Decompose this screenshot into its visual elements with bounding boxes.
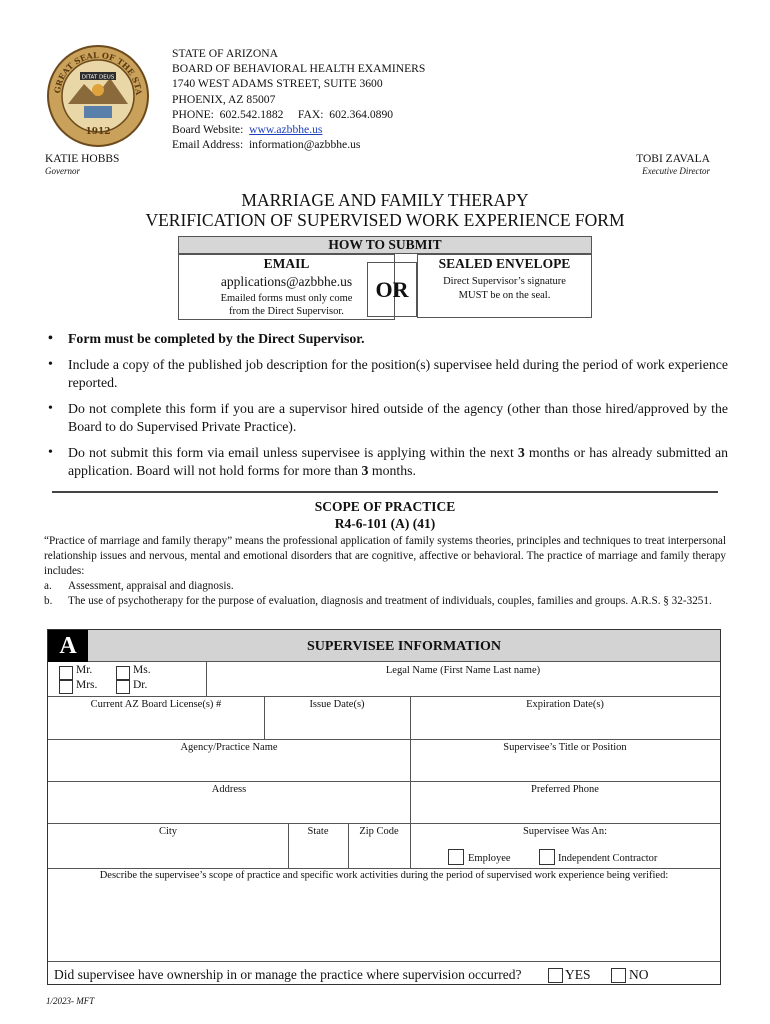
agency-address-block bbox=[172, 46, 425, 152]
ownership-yes-checkbox[interactable] bbox=[548, 968, 563, 983]
seal-motto: DITAT DEUS bbox=[81, 74, 115, 81]
section-divider bbox=[52, 491, 718, 493]
agency-line-street: 1740 WEST ADAMS STREET, SUITE 3600 bbox=[172, 77, 383, 91]
zip-code-field[interactable]: Zip Code bbox=[359, 826, 399, 837]
row-divider bbox=[48, 868, 720, 869]
license-number-field[interactable]: Current AZ Board License(s) # bbox=[90, 699, 222, 710]
email-note-2: from the Direct Supervisor. bbox=[229, 306, 344, 317]
row-divider bbox=[48, 696, 720, 697]
scope-item-b bbox=[44, 594, 726, 609]
scope-item-b-text: The use of psychotherapy for the purpose of evaluation, diagnosis and treatment of individuals, couples, families and groups. A.R.S. § 32-3251. bbox=[68, 595, 712, 607]
ownership-no-label: NO bbox=[629, 967, 649, 982]
honorific-mr-label: Mr. bbox=[76, 664, 93, 676]
issue-date-field[interactable]: Issue Date(s) bbox=[309, 699, 365, 710]
agency-line-state: STATE OF ARIZONA bbox=[172, 47, 278, 60]
section-letter: A bbox=[48, 630, 88, 662]
ownership-question: Did supervisee have ownership in or manage the practice where supervision occurred? bbox=[54, 967, 522, 982]
website-label: Board Website: bbox=[172, 123, 250, 137]
envelope-note-1: Direct Supervisor’s signature bbox=[443, 276, 566, 287]
or-label: OR bbox=[367, 262, 417, 317]
legal-name-field[interactable]: Legal Name (First Name Last name) bbox=[385, 665, 541, 676]
website-link[interactable]: www.azbbhe.us bbox=[249, 123, 323, 137]
agency-email-line: Email Address: information@azbbhe.us bbox=[172, 138, 361, 152]
agency-name-field[interactable]: Agency/Practice Name bbox=[180, 742, 278, 753]
director-name: TOBI ZAVALA bbox=[636, 153, 710, 165]
city-field[interactable]: City bbox=[158, 826, 178, 837]
email-title: EMAIL bbox=[263, 256, 310, 271]
row-divider bbox=[48, 961, 720, 962]
address-field[interactable]: Address bbox=[211, 784, 247, 795]
email-submit-box bbox=[178, 254, 395, 320]
instruction-list bbox=[48, 330, 728, 488]
seal-year: 1912 bbox=[85, 127, 111, 137]
independent-contractor-label: Independent Contractor bbox=[558, 853, 658, 864]
scope-description-field[interactable]: Describe the supervisee’s scope of practice and specific work activities during the period of supervised work experience being verified: bbox=[99, 870, 669, 881]
instruction-item-4 bbox=[48, 444, 728, 480]
state-seal-icon bbox=[46, 44, 150, 148]
instruction-item-4-part-a: Do not submit this form via email unless supervisee is applying within the next bbox=[68, 445, 518, 460]
instruction-item-1: • Form must be completed by the Direct Supervisor. bbox=[48, 330, 728, 348]
instruction-item-4-part-c: months. bbox=[368, 463, 416, 478]
envelope-submit-box bbox=[417, 254, 592, 318]
row-divider bbox=[48, 781, 720, 782]
scope-item-a bbox=[44, 579, 726, 594]
scope-intro: “Practice of marriage and family therapy” means the professional application of family systems theories, principles and techniques to treat interpersonal relationship issues and nervous, mental and emotional disorders that are cognitive, affective or behavioral. The practice of marriage and family therapy includes: bbox=[44, 535, 726, 577]
agency-line-board: BOARD OF BEHAVIORAL HEALTH EXAMINERS bbox=[172, 62, 426, 76]
instruction-item-2: • Include a copy of the published job description for the position(s) supervisee held during the period of work experience reported. bbox=[48, 356, 728, 392]
instruction-item-4-months-b: 3 bbox=[361, 463, 369, 478]
instruction-item-3: • Do not complete this form if you are a supervisor hired outside of the agency (other than those hired/approved by the Board to do Supervised Private Practice). bbox=[48, 400, 728, 436]
scope-text bbox=[44, 534, 726, 609]
instruction-item-4-months-a: 3 bbox=[517, 445, 525, 460]
governor-name: KATIE HOBBS bbox=[45, 153, 120, 165]
seal-top-text: GREAT SEAL OF THE STA bbox=[52, 49, 145, 96]
agency-website-line bbox=[172, 122, 425, 137]
state-field[interactable]: State bbox=[307, 826, 329, 837]
honorific-ms-checkbox[interactable] bbox=[116, 666, 130, 680]
agency-line-city: PHOENIX, AZ 85007 bbox=[172, 92, 276, 106]
row-divider bbox=[48, 739, 720, 740]
section-a-header bbox=[48, 630, 720, 662]
envelope-title: SEALED ENVELOPE bbox=[438, 256, 571, 271]
form-version: 1/2023- MFT bbox=[46, 996, 95, 1006]
honorific-dr-checkbox[interactable] bbox=[116, 680, 130, 694]
honorific-mrs-checkbox[interactable] bbox=[59, 680, 73, 694]
employee-checkbox[interactable] bbox=[448, 849, 464, 865]
honorific-mr-checkbox[interactable] bbox=[59, 666, 73, 680]
agency-line-phone: PHONE: 602.542.1882 FAX: 602.364.0890 bbox=[172, 107, 394, 121]
scope-title: SCOPE OF PRACTICE bbox=[314, 499, 456, 514]
envelope-note-2: MUST be on the seal. bbox=[458, 290, 551, 301]
independent-contractor-checkbox[interactable] bbox=[539, 849, 555, 865]
col-divider bbox=[410, 696, 411, 868]
preferred-phone-field[interactable]: Preferred Phone bbox=[531, 784, 599, 795]
director-title: Executive Director bbox=[642, 166, 710, 176]
honorific-dr-label: Dr. bbox=[133, 679, 148, 691]
email-note-1: Emailed forms must only come bbox=[220, 293, 353, 304]
scope-item-a-text: Assessment, appraisal and diagnosis. bbox=[68, 580, 234, 592]
form-title-line1: MARRIAGE AND FAMILY THERAPY bbox=[241, 190, 529, 210]
scope-item-a-marker: a. bbox=[44, 580, 52, 592]
supervisee-title-field[interactable]: Supervisee’s Title or Position bbox=[503, 742, 627, 753]
instruction-item-4-part-b: months or has already submitted an application. Board will not hold forms for more than bbox=[68, 445, 728, 478]
expiration-date-field[interactable]: Expiration Date(s) bbox=[526, 699, 604, 710]
scope-item-b-marker: b. bbox=[44, 595, 53, 607]
submit-email-address[interactable]: applications@azbbhe.us bbox=[220, 274, 353, 289]
honorific-ms-label: Ms. bbox=[133, 664, 151, 676]
ownership-no-checkbox[interactable] bbox=[611, 968, 626, 983]
section-a-title: SUPERVISEE INFORMATION bbox=[306, 639, 502, 654]
employee-label: Employee bbox=[468, 853, 511, 864]
supervisee-information-section bbox=[47, 629, 721, 985]
supervisee-was-an-label: Supervisee Was An: bbox=[522, 826, 608, 837]
honorific-mrs-label: Mrs. bbox=[76, 679, 98, 691]
scope-rule: R4-6-101 (A) (41) bbox=[334, 516, 436, 531]
governor-title: Governor bbox=[45, 166, 80, 176]
row-divider bbox=[48, 823, 720, 824]
how-to-submit-header: HOW TO SUBMIT bbox=[178, 236, 592, 254]
form-title-line2: VERIFICATION OF SUPERVISED WORK EXPERIENCE FORM bbox=[145, 210, 625, 230]
ownership-yes-label: YES bbox=[565, 967, 591, 982]
